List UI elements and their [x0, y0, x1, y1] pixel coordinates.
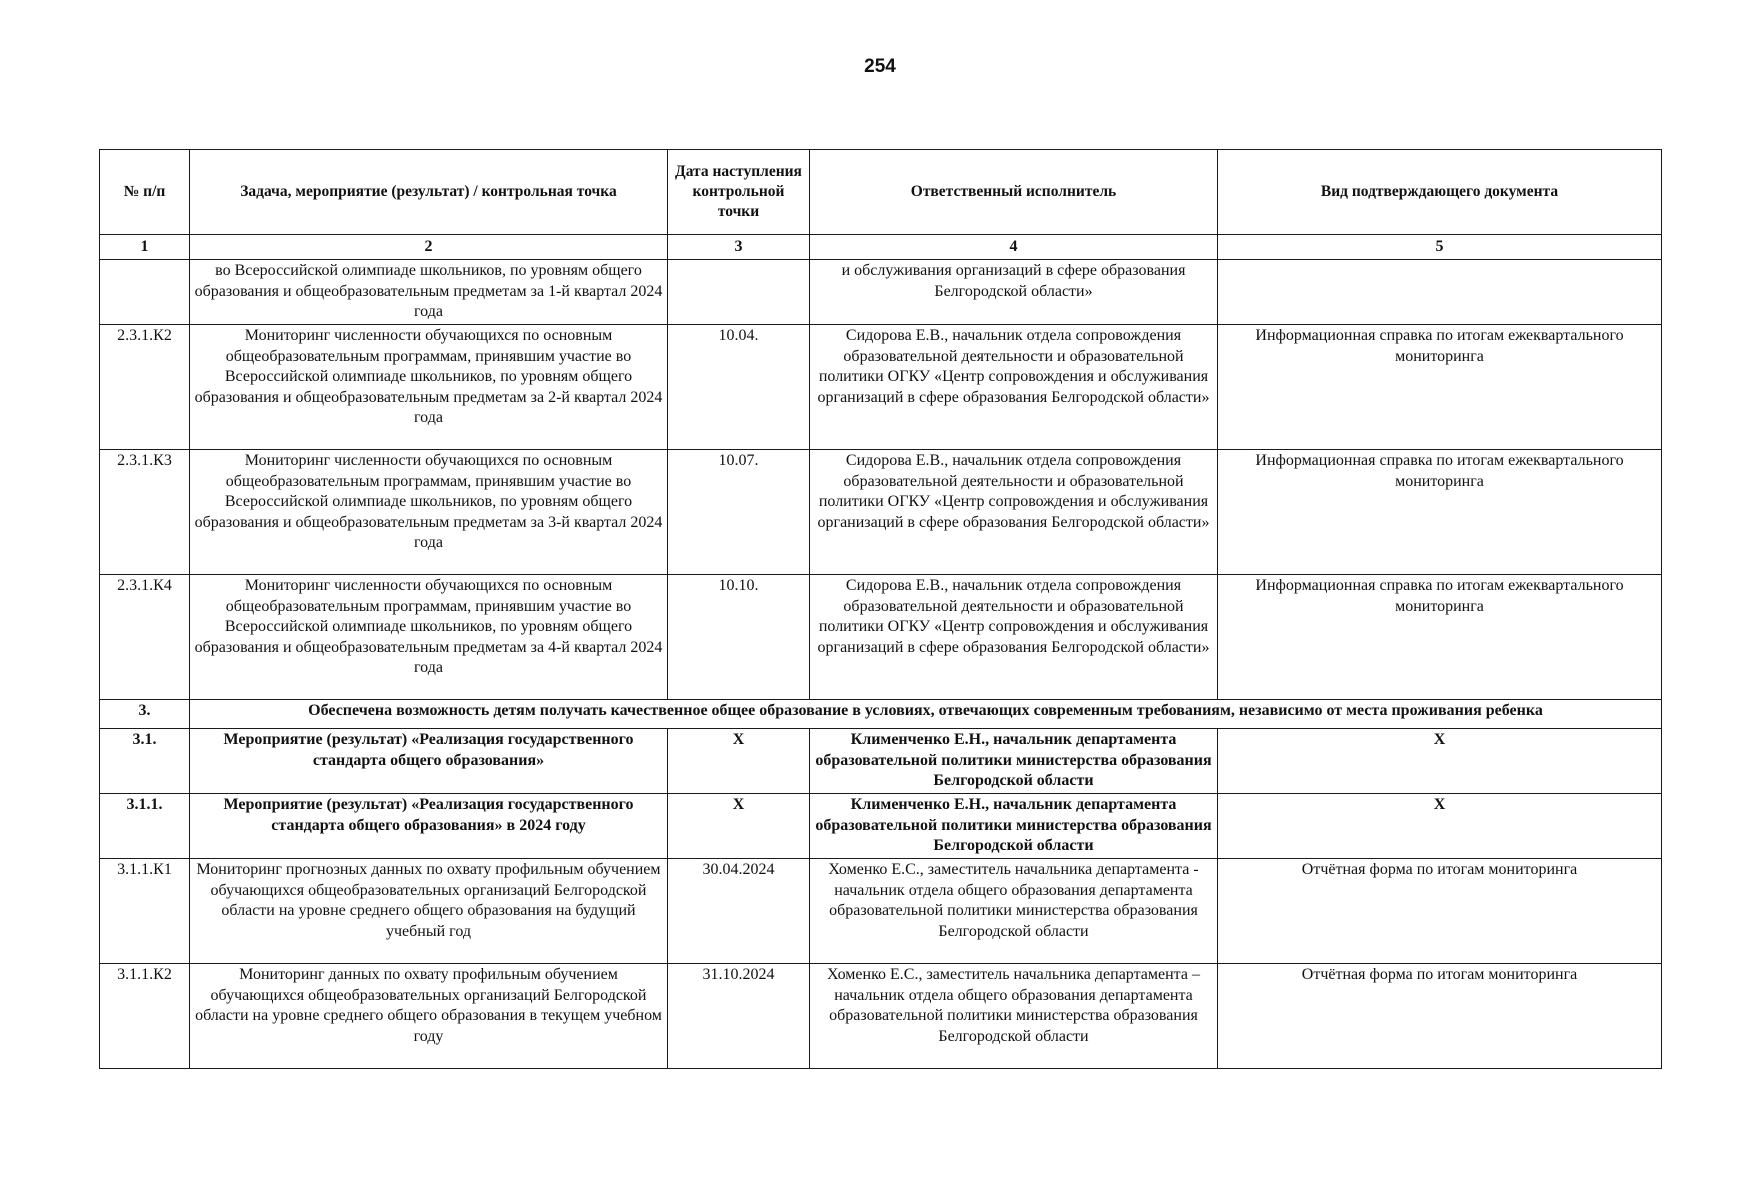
row-num: 3.1. — [100, 729, 190, 794]
row-date: Х — [668, 729, 810, 794]
row-date: 10.04. — [668, 325, 810, 450]
page-number: 254 — [864, 56, 896, 77]
row-date: 10.07. — [668, 450, 810, 575]
table-row — [100, 325, 1662, 450]
header-document: Вид подтверждающего документа — [1218, 150, 1662, 235]
row-responsible: Сидорова Е.В., начальник отдела сопровождения образовательной деятельности и образовательной политики ОГКУ «Центр сопровождения и обслуживания организаций в сфере образования Белгородской области» — [810, 450, 1218, 575]
row-document: Информационная справка по итогам ежеквартального мониторинга — [1218, 450, 1662, 575]
row-num: 3.1.1.К2 — [100, 964, 190, 1069]
header-num: № п/п — [100, 150, 190, 235]
row-num: 2.3.1.К3 — [100, 450, 190, 575]
table-row — [100, 260, 1662, 325]
row-date: 31.10.2024 — [668, 964, 810, 1069]
section-num: 3. — [100, 700, 190, 729]
section-title: Обеспечена возможность детям получать качественное общее образование в условиях, отвечающих современным требованиям, независимо от места проживания ребенка — [190, 700, 1662, 729]
table-row — [100, 450, 1662, 575]
table-row — [100, 575, 1662, 700]
row-document: Х — [1218, 729, 1662, 794]
row-document: Информационная справка по итогам ежеквартального мониторинга — [1218, 325, 1662, 450]
row-task: Мониторинг численности обучающихся по основным общеобразовательным программам, принявшим участие во Всероссийской олимпиаде школьников, по уровням общего образования и общеобразовательным предметам за 3-й квартал 2024 года — [190, 450, 668, 575]
table-header-row — [100, 150, 1662, 235]
row-num: 3.1.1. — [100, 794, 190, 859]
column-number: 3 — [668, 235, 810, 260]
row-responsible: Хоменко Е.С., заместитель начальника департамента - начальник отдела общего образования департамента образовательной политики министерства образования Белгородской области — [810, 859, 1218, 964]
row-task: Мероприятие (результат) «Реализация государственного стандарта общего образования» — [190, 729, 668, 794]
section-row — [100, 700, 1662, 729]
row-date: Х — [668, 794, 810, 859]
row-num: 3.1.1.К1 — [100, 859, 190, 964]
row-document — [1218, 260, 1662, 325]
column-number: 4 — [810, 235, 1218, 260]
control-points-table — [99, 149, 1662, 1069]
table-row — [100, 729, 1662, 794]
row-responsible: Сидорова Е.В., начальник отдела сопровождения образовательной деятельности и образовательной политики ОГКУ «Центр сопровождения и обслуживания организаций в сфере образования Белгородской области» — [810, 575, 1218, 700]
row-responsible: Клименченко Е.Н., начальник департамента образовательной политики министерства образования Белгородской области — [810, 794, 1218, 859]
table-row — [100, 794, 1662, 859]
row-document: Отчётная форма по итогам мониторинга — [1218, 859, 1662, 964]
column-number: 1 — [100, 235, 190, 260]
row-task: Мониторинг прогнозных данных по охвату профильным обучением обучающихся общеобразовательных организаций Белгородской области на уровне среднего общего образования на будущий учебный год — [190, 859, 668, 964]
row-num — [100, 260, 190, 325]
column-number-row — [100, 235, 1662, 260]
row-task: Мониторинг численности обучающихся по основным общеобразовательным программам, принявшим участие во Всероссийской олимпиаде школьников, по уровням общего образования и общеобразовательным предметам за 4-й квартал 2024 года — [190, 575, 668, 700]
column-number: 5 — [1218, 235, 1662, 260]
row-document: Отчётная форма по итогам мониторинга — [1218, 964, 1662, 1069]
table-row — [100, 859, 1662, 964]
row-responsible: Хоменко Е.С., заместитель начальника департамента – начальник отдела общего образования департамента образовательной политики министерства образования Белгородской области — [810, 964, 1218, 1069]
row-task: Мероприятие (результат) «Реализация государственного стандарта общего образования» в 2024 году — [190, 794, 668, 859]
row-date — [668, 260, 810, 325]
row-responsible: Клименченко Е.Н., начальник департамента образовательной политики министерства образования Белгородской области — [810, 729, 1218, 794]
row-document: Информационная справка по итогам ежеквартального мониторинга — [1218, 575, 1662, 700]
row-date: 10.10. — [668, 575, 810, 700]
header-task: Задача, мероприятие (результат) / контрольная точка — [190, 150, 668, 235]
row-num: 2.3.1.К2 — [100, 325, 190, 450]
row-task: Мониторинг данных по охвату профильным обучением обучающихся общеобразовательных организаций Белгородской области на уровне среднего общего образования в текущем учебном году — [190, 964, 668, 1069]
header-date: Дата наступления контрольной точки — [668, 150, 810, 235]
row-responsible: Сидорова Е.В., начальник отдела сопровождения образовательной деятельности и образовательной политики ОГКУ «Центр сопровождения и обслуживания организаций в сфере образования Белгородской области» — [810, 325, 1218, 450]
row-document: Х — [1218, 794, 1662, 859]
column-number: 2 — [190, 235, 668, 260]
header-responsible: Ответственный исполнитель — [810, 150, 1218, 235]
row-task: во Всероссийской олимпиаде школьников, по уровням общего образования и общеобразовательным предметам за 1-й квартал 2024 года — [190, 260, 668, 325]
table-row — [100, 964, 1662, 1069]
row-date: 30.04.2024 — [668, 859, 810, 964]
row-responsible: и обслуживания организаций в сфере образования Белгородской области» — [810, 260, 1218, 325]
row-task: Мониторинг численности обучающихся по основным общеобразовательным программам, принявшим участие во Всероссийской олимпиаде школьников, по уровням общего образования и общеобразовательным предметам за 2-й квартал 2024 года — [190, 325, 668, 450]
row-num: 2.3.1.К4 — [100, 575, 190, 700]
